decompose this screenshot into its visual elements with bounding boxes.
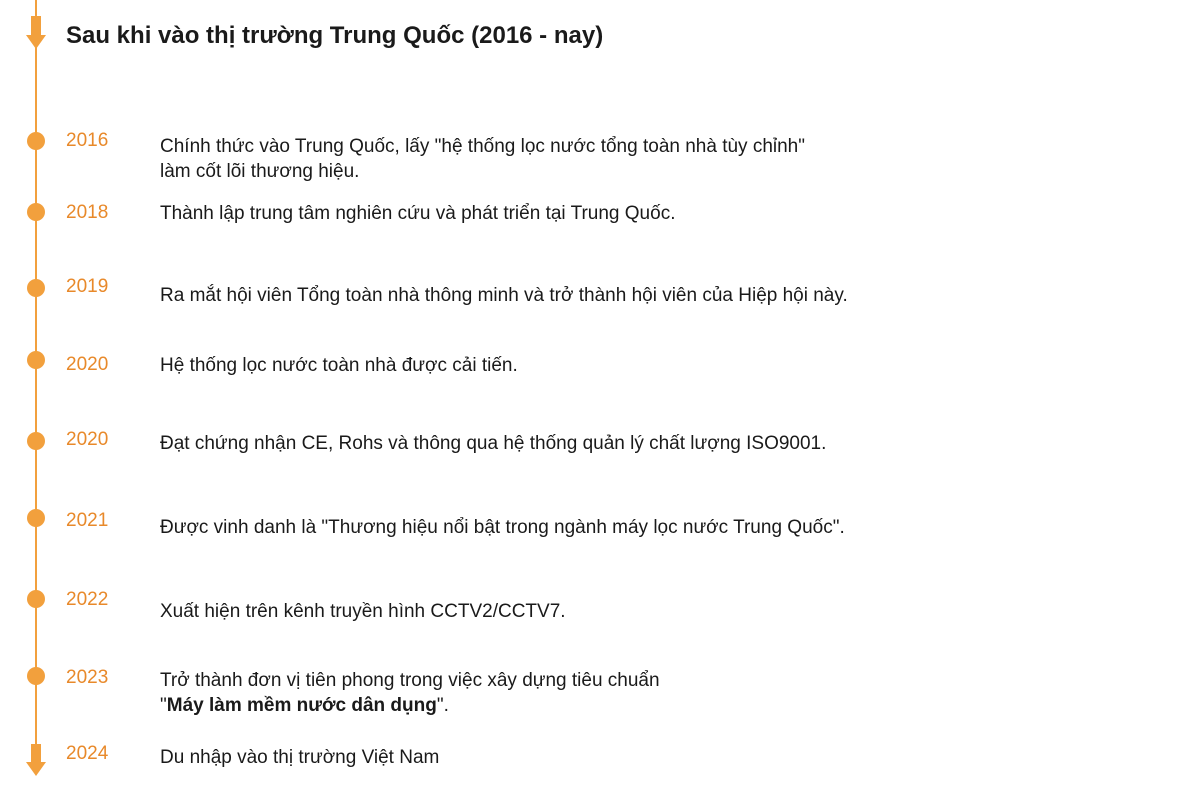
standard-name: Máy làm mềm nước dân dụng xyxy=(166,695,437,716)
timeline-description-line: làm cốt lõi thương hiệu. xyxy=(160,161,360,182)
timeline-description xyxy=(160,134,805,184)
quote-mark: ". xyxy=(436,695,449,716)
timeline-description xyxy=(160,431,826,456)
timeline-year: 2018 xyxy=(66,202,109,223)
timeline-dot xyxy=(27,667,45,685)
timeline-dot xyxy=(27,279,45,297)
timeline-description-line xyxy=(160,693,660,718)
timeline-dot xyxy=(27,432,45,450)
timeline-description-line: Ra mắt hội viên Tổng toàn nhà thông minh và trở thành hội viên của Hiệp hội này. xyxy=(160,285,848,306)
timeline-dot xyxy=(27,590,45,608)
timeline-year: 2023 xyxy=(66,667,109,688)
timeline-description-line: Xuất hiện trên kênh truyền hình CCTV2/CCTV7. xyxy=(160,601,566,622)
timeline-description xyxy=(160,668,660,718)
page-title: Sau khi vào thị trường Trung Quốc (2016 - nay) xyxy=(66,22,604,49)
timeline-description-line: Đạt chứng nhận CE, Rohs và thông qua hệ thống quản lý chất lượng ISO9001. xyxy=(160,433,827,454)
timeline-year: 2020 xyxy=(66,429,109,450)
timeline-year: 2021 xyxy=(66,510,109,531)
timeline-description-line: Chính thức vào Trung Quốc, lấy "hệ thống lọc nước tổng toàn nhà tùy chỉnh" xyxy=(160,136,805,157)
timeline-dot xyxy=(27,509,45,527)
timeline-description xyxy=(160,599,566,624)
timeline-year: 2020 xyxy=(66,354,109,375)
timeline-description xyxy=(160,353,518,378)
arrow-down-icon xyxy=(26,35,46,49)
timeline-description-line: Thành lập trung tâm nghiên cứu và phát triển tại Trung Quốc. xyxy=(160,203,676,224)
timeline-dot xyxy=(27,203,45,221)
timeline-description xyxy=(160,745,439,770)
timeline-description xyxy=(160,515,845,540)
timeline-description xyxy=(160,283,848,308)
timeline-description-line: Hệ thống lọc nước toàn nhà được cải tiến. xyxy=(160,355,518,376)
quote-mark: " xyxy=(160,695,167,716)
timeline-description-line: Được vinh danh là "Thương hiệu nổi bật trong ngành máy lọc nước Trung Quốc". xyxy=(160,517,845,538)
timeline-year: 2019 xyxy=(66,276,109,297)
timeline-dot xyxy=(27,351,45,369)
arrow-down-icon xyxy=(26,762,46,776)
timeline-description-line: Du nhập vào thị trường Việt Nam xyxy=(160,747,440,768)
timeline-description-line: Trở thành đơn vị tiên phong trong việc xây dựng tiêu chuẩn xyxy=(160,670,660,691)
timeline-year: 2016 xyxy=(66,130,109,151)
timeline-arrow-top-stem xyxy=(31,16,41,36)
timeline-description xyxy=(160,201,675,226)
timeline-dot xyxy=(27,132,45,150)
timeline-line xyxy=(35,0,37,770)
timeline-arrow-bottom-stem xyxy=(31,744,41,764)
timeline-year: 2022 xyxy=(66,589,109,610)
timeline-year: 2024 xyxy=(66,743,109,764)
